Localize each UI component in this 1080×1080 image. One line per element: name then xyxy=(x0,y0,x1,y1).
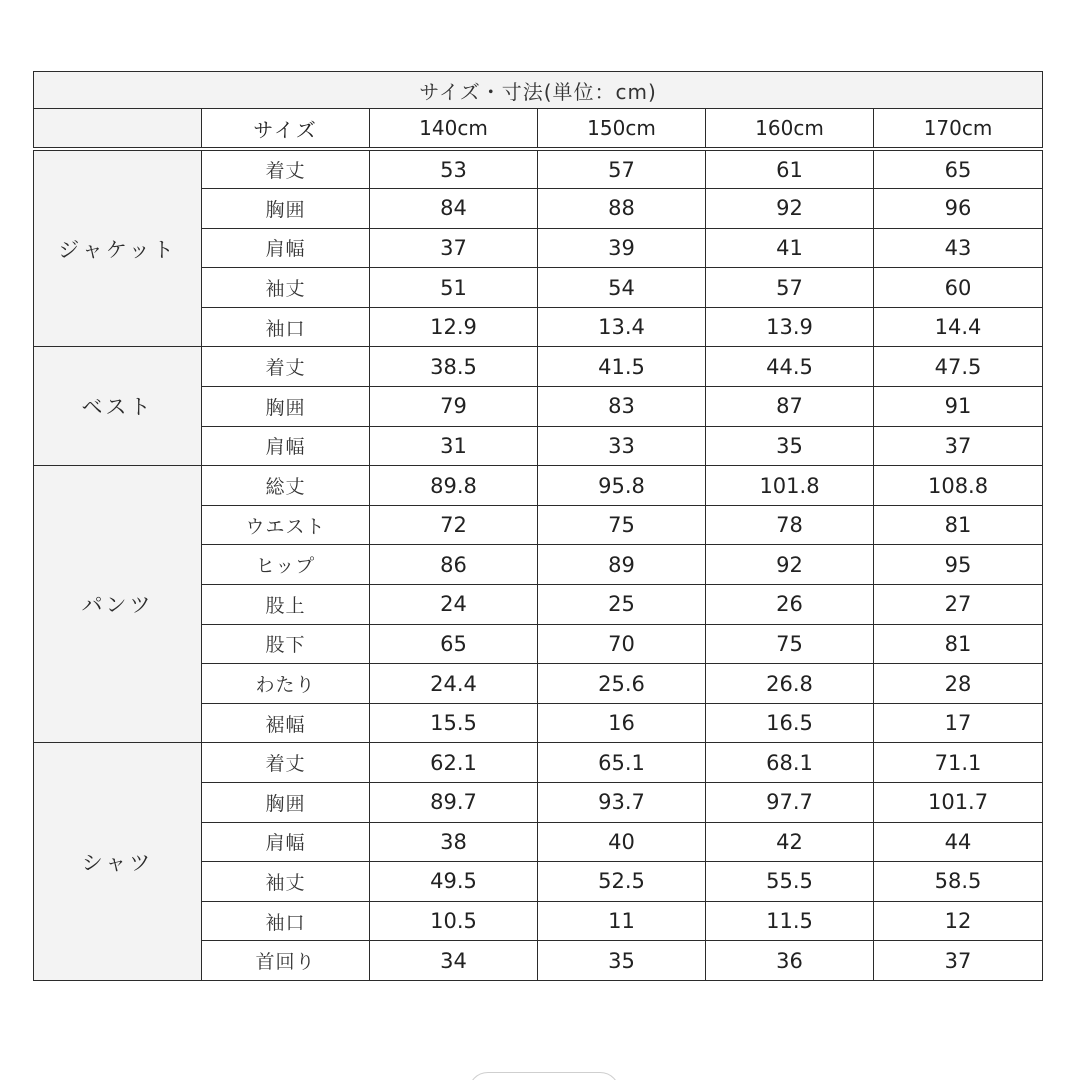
measurement-value: 65.1 xyxy=(538,743,706,783)
measurement-value: 11.5 xyxy=(706,901,874,941)
measurement-value: 25.6 xyxy=(538,664,706,704)
measurement-value: 53 xyxy=(370,149,538,189)
measurement-value: 81 xyxy=(874,624,1043,664)
measurement-label: 肩幅 xyxy=(202,228,370,268)
measurement-value: 36 xyxy=(706,941,874,981)
measurement-value: 28 xyxy=(874,664,1043,704)
measurement-value: 13.9 xyxy=(706,307,874,347)
measurement-value: 11 xyxy=(538,901,706,941)
measurement-value: 31 xyxy=(370,426,538,466)
measurement-value: 51 xyxy=(370,268,538,308)
measurement-value: 35 xyxy=(538,941,706,981)
measurement-value: 57 xyxy=(538,149,706,189)
measurement-value: 78 xyxy=(706,505,874,545)
size-header-row xyxy=(34,109,1043,150)
measurement-value: 37 xyxy=(370,228,538,268)
measurement-label: 胸囲 xyxy=(202,189,370,229)
measurement-value: 83 xyxy=(538,387,706,427)
table-row xyxy=(34,149,1043,189)
measurement-value: 58.5 xyxy=(874,862,1043,902)
measurement-value: 88 xyxy=(538,189,706,229)
measurement-value: 17 xyxy=(874,703,1043,743)
measurement-value: 71.1 xyxy=(874,743,1043,783)
measurement-value: 101.8 xyxy=(706,466,874,506)
measurement-value: 34 xyxy=(370,941,538,981)
measurement-label: 胸囲 xyxy=(202,387,370,427)
measurement-value: 91 xyxy=(874,387,1043,427)
measurement-value: 41 xyxy=(706,228,874,268)
measurement-value: 16.5 xyxy=(706,703,874,743)
measurement-value: 42 xyxy=(706,822,874,862)
measurement-value: 75 xyxy=(538,505,706,545)
category-label-pants: パンツ xyxy=(34,466,202,743)
table-row xyxy=(34,347,1043,387)
measurement-label: ウエスト xyxy=(202,505,370,545)
measurement-value: 26 xyxy=(706,585,874,625)
measurement-value: 93.7 xyxy=(538,783,706,823)
measurement-label: 袖口 xyxy=(202,901,370,941)
measurement-label: わたり xyxy=(202,664,370,704)
corner-cell xyxy=(34,109,202,150)
measurement-value: 60 xyxy=(874,268,1043,308)
measurement-value: 47.5 xyxy=(874,347,1043,387)
measurement-label: 袖口 xyxy=(202,307,370,347)
measurement-value: 97.7 xyxy=(706,783,874,823)
measurement-label: 股下 xyxy=(202,624,370,664)
measurement-value: 24 xyxy=(370,585,538,625)
measurement-value: 75 xyxy=(706,624,874,664)
category-label-shirt: シャツ xyxy=(34,743,202,981)
measurement-value: 25 xyxy=(538,585,706,625)
measurement-value: 26.8 xyxy=(706,664,874,704)
table-title: サイズ・寸法(単位：cm) xyxy=(34,72,1043,109)
measurement-value: 41.5 xyxy=(538,347,706,387)
measurement-value: 37 xyxy=(874,426,1043,466)
measurement-label: 総丈 xyxy=(202,466,370,506)
measurement-label: 首回り xyxy=(202,941,370,981)
measurement-label: ヒップ xyxy=(202,545,370,585)
measurement-label: 袖丈 xyxy=(202,268,370,308)
category-label-vest: ベスト xyxy=(34,347,202,466)
measurement-value: 89.7 xyxy=(370,783,538,823)
size-header-160: 160cm xyxy=(706,109,874,150)
measurement-value: 65 xyxy=(874,149,1043,189)
measurement-value: 68.1 xyxy=(706,743,874,783)
measurement-value: 10.5 xyxy=(370,901,538,941)
measurement-value: 72 xyxy=(370,505,538,545)
measurement-value: 95 xyxy=(874,545,1043,585)
measurement-value: 52.5 xyxy=(538,862,706,902)
measurement-value: 44.5 xyxy=(706,347,874,387)
measurement-value: 24.4 xyxy=(370,664,538,704)
measurement-value: 55.5 xyxy=(706,862,874,902)
measurement-value: 37 xyxy=(874,941,1043,981)
measurement-value: 92 xyxy=(706,545,874,585)
measurement-label: 着丈 xyxy=(202,149,370,189)
measurement-value: 62.1 xyxy=(370,743,538,783)
measurement-value: 87 xyxy=(706,387,874,427)
measurement-label: 着丈 xyxy=(202,347,370,387)
measurement-value: 108.8 xyxy=(874,466,1043,506)
measurement-label: 股上 xyxy=(202,585,370,625)
measurement-value: 84 xyxy=(370,189,538,229)
measurement-value: 14.4 xyxy=(874,307,1043,347)
size-header-170: 170cm xyxy=(874,109,1043,150)
carousel-indicator xyxy=(468,1072,620,1080)
measurement-value: 57 xyxy=(706,268,874,308)
measurement-value: 81 xyxy=(874,505,1043,545)
measurement-value: 38 xyxy=(370,822,538,862)
measurement-value: 96 xyxy=(874,189,1043,229)
measurement-label: 胸囲 xyxy=(202,783,370,823)
measurement-value: 92 xyxy=(706,189,874,229)
measurement-value: 40 xyxy=(538,822,706,862)
size-header-140: 140cm xyxy=(370,109,538,150)
measurement-value: 13.4 xyxy=(538,307,706,347)
measurement-value: 12.9 xyxy=(370,307,538,347)
measurement-value: 43 xyxy=(874,228,1043,268)
measurement-value: 65 xyxy=(370,624,538,664)
measurement-value: 54 xyxy=(538,268,706,308)
measurement-label: 肩幅 xyxy=(202,822,370,862)
size-table-body xyxy=(34,149,1043,980)
measurement-value: 79 xyxy=(370,387,538,427)
measurement-label: 袖丈 xyxy=(202,862,370,902)
measurement-label: 着丈 xyxy=(202,743,370,783)
measurement-value: 33 xyxy=(538,426,706,466)
measurement-value: 70 xyxy=(538,624,706,664)
table-row xyxy=(34,743,1043,783)
measurement-value: 89 xyxy=(538,545,706,585)
measurement-value: 27 xyxy=(874,585,1043,625)
measurement-value: 61 xyxy=(706,149,874,189)
measurement-value: 15.5 xyxy=(370,703,538,743)
measurement-label: 裾幅 xyxy=(202,703,370,743)
category-label-jacket: ジャケット xyxy=(34,149,202,347)
measurement-value: 49.5 xyxy=(370,862,538,902)
table-row xyxy=(34,466,1043,506)
measurement-value: 86 xyxy=(370,545,538,585)
measurement-value: 39 xyxy=(538,228,706,268)
measurement-value: 95.8 xyxy=(538,466,706,506)
measurement-value: 44 xyxy=(874,822,1043,862)
measurement-value: 89.8 xyxy=(370,466,538,506)
measurement-value: 16 xyxy=(538,703,706,743)
measurement-value: 101.7 xyxy=(874,783,1043,823)
size-header-label: サイズ xyxy=(202,109,370,150)
measurement-label: 肩幅 xyxy=(202,426,370,466)
measurement-value: 38.5 xyxy=(370,347,538,387)
measurement-value: 35 xyxy=(706,426,874,466)
size-header-150: 150cm xyxy=(538,109,706,150)
size-chart-table xyxy=(33,71,1043,981)
measurement-value: 12 xyxy=(874,901,1043,941)
